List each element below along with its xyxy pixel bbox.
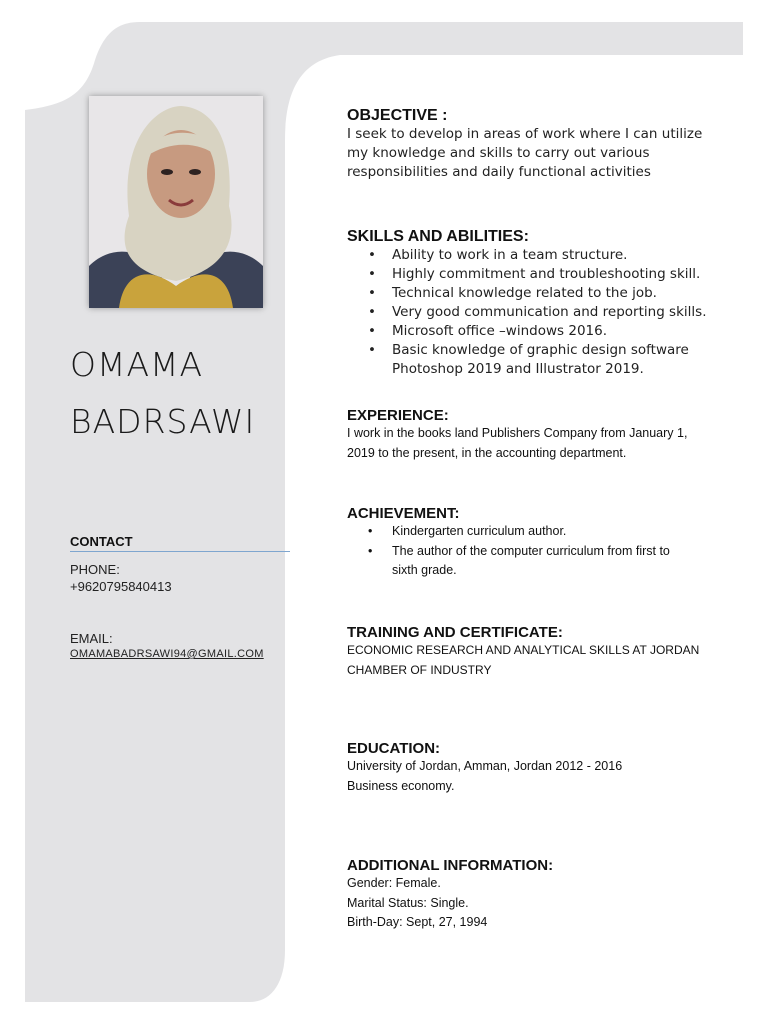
skill-item-continuation: Photoshop 2019 and Illustrator 2019. bbox=[392, 361, 644, 377]
education-text bbox=[347, 757, 747, 796]
phone-label: PHONE: bbox=[70, 562, 120, 577]
objective-heading: OBJECTIVE : bbox=[347, 107, 448, 124]
objective-line: my knowledge and skills to carry out various bbox=[347, 145, 650, 161]
experience-text bbox=[347, 424, 747, 463]
skills-section bbox=[347, 228, 747, 379]
objective-line: I seek to develop in areas of work where I can utilize bbox=[347, 126, 703, 142]
additional-text bbox=[347, 874, 747, 933]
achievement-item: • The author of the computer curriculum from first to bbox=[392, 542, 747, 562]
education-heading: EDUCATION: bbox=[347, 740, 441, 757]
skill-item: • Highly commitment and troubleshooting skill. bbox=[392, 265, 747, 284]
email-label: EMAIL: bbox=[70, 631, 113, 646]
contact-divider bbox=[70, 551, 290, 552]
additional-line: Gender: Female. bbox=[347, 876, 441, 890]
skill-item: • Ability to work in a team structure. bbox=[392, 246, 747, 265]
achievement-heading: ACHIEVEMENT: bbox=[347, 505, 460, 522]
skill-item: • Technical knowledge related to the job. bbox=[392, 284, 747, 303]
education-line: Business economy. bbox=[347, 778, 455, 793]
training-section bbox=[347, 624, 747, 680]
skill-item: • Very good communication and reporting skills. bbox=[392, 303, 747, 322]
contact-heading: CONTACT bbox=[70, 534, 133, 549]
additional-line: Marital Status: Single. bbox=[347, 895, 469, 910]
education-line: University of Jordan, Amman, Jordan 2012 - 2016 bbox=[347, 759, 623, 773]
training-heading: TRAINING AND CERTIFICATE: bbox=[347, 624, 563, 641]
skill-item: • Basic knowledge of graphic design software bbox=[392, 341, 747, 360]
achievement-item: • Kindergarten curriculum author. bbox=[392, 522, 747, 542]
skill-item: • Microsoft office –windows 2016. bbox=[392, 322, 747, 341]
experience-line: 2019 to the present, in the accounting department. bbox=[347, 445, 627, 460]
last-name: BADRSAWI bbox=[70, 402, 256, 441]
achievement-item-continuation: sixth grade. bbox=[392, 563, 457, 577]
objective-section bbox=[347, 107, 747, 182]
profile-photo bbox=[89, 96, 263, 308]
objective-line: responsibilities and daily functional activities bbox=[347, 164, 651, 180]
email-link[interactable]: OMAMABADRSAWI94@GMAIL.COM bbox=[70, 648, 264, 660]
experience-heading: EXPERIENCE: bbox=[347, 407, 449, 424]
education-section bbox=[347, 740, 747, 796]
additional-section bbox=[347, 857, 747, 933]
phone-value: +9620795840413 bbox=[70, 579, 172, 594]
training-line: CHAMBER OF INDUSTRY bbox=[347, 662, 492, 677]
achievement-section bbox=[347, 505, 747, 581]
additional-heading: ADDITIONAL INFORMATION: bbox=[347, 857, 554, 874]
experience-line: I work in the books land Publishers Company from January 1, bbox=[347, 426, 688, 440]
first-name: OMAMA bbox=[70, 345, 204, 384]
skills-list bbox=[347, 246, 747, 379]
experience-section bbox=[347, 407, 747, 463]
training-line: ECONOMIC RESEARCH AND ANALYTICAL SKILLS AT JORDAN bbox=[347, 643, 700, 657]
additional-line: Birth-Day: Sept, 27, 1994 bbox=[347, 915, 488, 929]
achievement-list bbox=[347, 522, 747, 581]
skills-heading: SKILLS AND ABILITIES: bbox=[347, 228, 529, 245]
training-text bbox=[347, 641, 747, 680]
objective-text bbox=[347, 125, 747, 182]
